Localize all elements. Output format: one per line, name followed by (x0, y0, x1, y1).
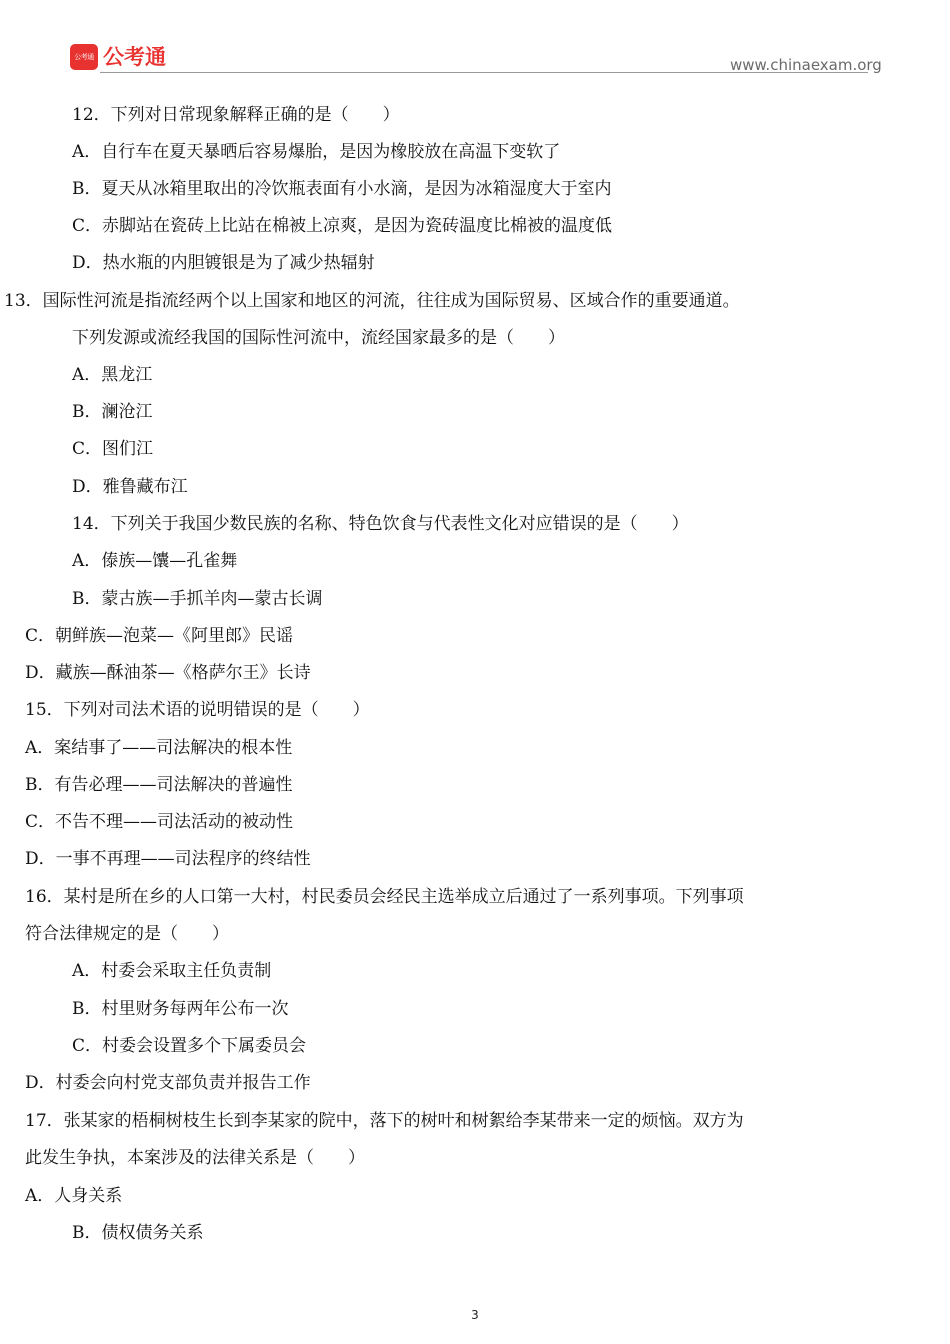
logo-text: 公考通 (103, 45, 166, 69)
question-13-option-c: C．图们江 (72, 439, 154, 459)
question-15-option-b: B．有告必理——司法解决的普遍性 (25, 775, 293, 795)
question-12-option-b: B．夏天从冰箱里取出的冷饮瓶表面有小水滴，是因为冰箱湿度大于室内 (72, 179, 612, 199)
question-13-stem-continued: 下列发源或流经我国的国际性河流中，流经国家最多的是（ ） (72, 328, 565, 348)
question-13-option-d: D．雅鲁藏布江 (72, 477, 188, 497)
question-16-option-a: A．村委会采取主任负责制 (72, 961, 272, 981)
logo[interactable] (70, 44, 166, 70)
question-17-option-b: B．债权债务关系 (72, 1223, 204, 1243)
question-16-option-d: D．村委会向村党支部负责并报告工作 (25, 1073, 311, 1093)
question-15-option-c: C．不告不理——司法活动的被动性 (25, 812, 294, 832)
question-12-option-d: D．热水瓶的内胆镀银是为了减少热辐射 (72, 253, 375, 273)
question-17-option-a: A．人身关系 (25, 1186, 123, 1206)
question-14-stem: 14．下列关于我国少数民族的名称、特色饮食与代表性文化对应错误的是（ ） (72, 514, 689, 534)
question-14-option-c: C．朝鲜族—泡菜—《阿里郎》民谣 (25, 626, 294, 646)
page-header (0, 0, 950, 95)
question-16-option-c: C．村委会设置多个下属委员会 (72, 1036, 307, 1056)
question-14-option-b: B．蒙古族—手抓羊肉—蒙古长调 (72, 589, 323, 609)
question-16-stem-continued: 符合法律规定的是（ ） (25, 924, 229, 944)
page-number: 3 (471, 1308, 479, 1322)
question-14-option-d: D．藏族—酥油茶—《格萨尔王》长诗 (25, 663, 311, 683)
question-17-stem-continued: 此发生争执，本案涉及的法律关系是（ ） (25, 1148, 365, 1168)
question-16-stem: 16．某村是所在乡的人口第一大村，村民委员会经民主选举成立后通过了一系列事项。下列事项 (25, 887, 744, 907)
question-15-option-a: A．案结事了——司法解决的根本性 (25, 738, 293, 758)
question-12-option-c: C．赤脚站在瓷砖上比站在棉被上凉爽，是因为瓷砖温度比棉被的温度低 (72, 216, 613, 236)
question-16-option-b: B．村里财务每两年公布一次 (72, 999, 289, 1019)
question-15-option-d: D．一事不再理——司法程序的终结性 (25, 849, 311, 869)
question-13-option-b: B．澜沧江 (72, 402, 153, 422)
question-12-option-a: A．自行车在夏天暴晒后容易爆胎，是因为橡胶放在高温下变软了 (72, 142, 561, 162)
site-url[interactable]: www.chinaexam.org (730, 56, 882, 74)
question-15-stem: 15．下列对司法术语的说明错误的是（ ） (25, 700, 370, 720)
question-12-stem: 12．下列对日常现象解释正确的是（ ） (72, 105, 400, 125)
question-13-option-a: A．黑龙江 (72, 365, 153, 385)
question-17-stem: 17．张某家的梧桐树枝生长到李某家的院中，落下的树叶和树絮给李某带来一定的烦恼。双方为 (25, 1111, 744, 1131)
logo-badge-icon: 公考通 (70, 44, 98, 70)
question-13-stem: 13．国际性河流是指流经两个以上国家和地区的河流，往往成为国际贸易、区域合作的重要通道。 (4, 291, 740, 311)
question-14-option-a: A．傣族—馕—孔雀舞 (72, 551, 238, 571)
